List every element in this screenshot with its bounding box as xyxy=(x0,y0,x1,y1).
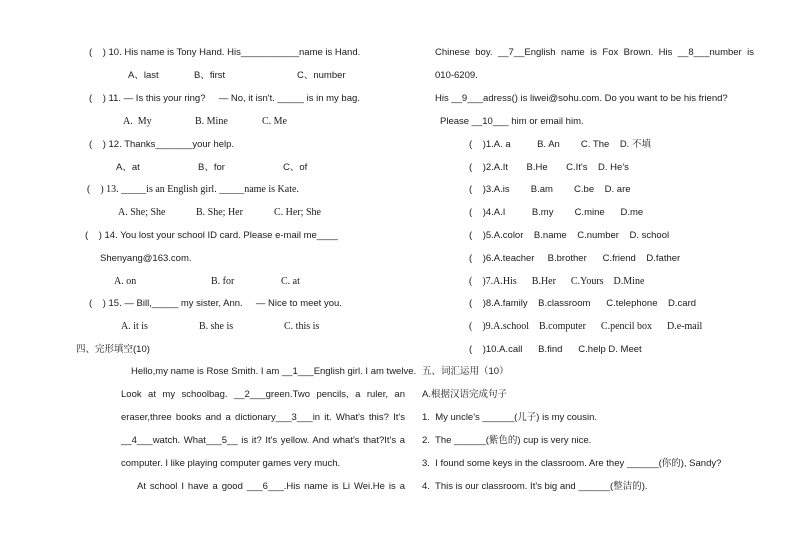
cloze-line-7: Chinese boy. __7__English name is Fox Brown. His __8___number is xyxy=(435,47,754,58)
cloze-option-2: ( )2.A.It B.He C.It's D. He's xyxy=(469,162,629,173)
cloze-line-4: __4___watch. What___5__ is it? It's yellow. And what's that?It's a xyxy=(121,435,405,446)
q14-option-c: C. at xyxy=(281,276,300,287)
subsection-a-heading: A.根据汉语完成句子 xyxy=(422,389,507,400)
q14-option-a: A. on xyxy=(114,276,137,287)
vocab-item-1: 1. My uncle's ______(儿子) is my cousin. xyxy=(422,412,597,423)
q13-option-b: B. She; Her xyxy=(196,207,243,218)
q10-option-c: C、number xyxy=(297,70,346,81)
q12-option-c: C、of xyxy=(283,162,308,173)
cloze-line-10: Please __10___ him or email him. xyxy=(440,116,584,127)
cloze-option-3: ( )3.A.is B.am C.be D. are xyxy=(469,184,631,195)
cloze-line-6: At school I have a good ___6___.His name is Li Wei.He is a xyxy=(137,481,405,492)
section-5-heading: 五、词汇运用（10） xyxy=(422,366,509,377)
q15-option-c: C. this is xyxy=(284,321,320,332)
cloze-line-8: 010-6209. xyxy=(435,70,478,81)
cloze-line-3: eraser,three books and a dictionary___3___in it. What's this? It's xyxy=(121,412,405,423)
cloze-option-5: ( )5.A.color B.name C.number D. school xyxy=(469,230,670,241)
question-10: ( ) 10. His name is Tony Hand. His___________name is Hand. xyxy=(89,47,361,58)
q14-option-b: B. for xyxy=(211,276,235,287)
q10-option-a: A、last xyxy=(128,70,159,81)
q11-option-b: B. Mine xyxy=(195,116,228,127)
q12-option-b: B、for xyxy=(198,162,225,173)
q15-option-b: B. she is xyxy=(199,321,234,332)
cloze-option-8: ( )8.A.family B.classroom C.telephone D.card xyxy=(469,298,697,309)
cloze-line-5: computer. I like playing computer games very much. xyxy=(121,458,341,469)
question-14-continued: Shenyang@163.com. xyxy=(100,253,192,264)
q12-option-a: A、at xyxy=(116,162,140,173)
question-13: ( ) 13. _____is an English girl. _____name is Kate. xyxy=(87,184,299,195)
q13-option-a: A. She; She xyxy=(118,207,166,218)
cloze-option-1: ( )1.A. a B. An C. The D. 不填 xyxy=(469,139,651,150)
cloze-option-4: ( )4.A.I B.my C.mine D.me xyxy=(469,207,644,218)
q11-option-c: C. Me xyxy=(262,116,287,127)
question-11: ( ) 11. — Is this your ring? — No, it isn't. _____ is in my bag. xyxy=(89,93,360,104)
cloze-option-9: ( )9.A.school B.computer C.pencil box D.e-mail xyxy=(469,321,703,332)
q13-option-c: C. Her; She xyxy=(274,207,321,218)
cloze-option-7: ( )7.A.His B.Her C.Yours D.Mine xyxy=(469,276,645,287)
section-4-heading: 四、完形填空(10) xyxy=(76,344,150,355)
q11-option-a: A. My xyxy=(123,116,152,127)
cloze-option-6: ( )6.A.teacher B.brother C.friend D.father xyxy=(469,253,681,264)
vocab-item-2: 2. The ______(紫色的) cup is very nice. xyxy=(422,435,592,446)
q10-option-b: B、first xyxy=(194,70,226,81)
vocab-item-3: 3. I found some keys in the classroom. Are they ______(你的), Sandy? xyxy=(422,458,722,469)
cloze-line-2: Look at my schoolbag. __2___green.Two pencils, a ruler, an xyxy=(121,389,405,400)
vocab-item-4: 4. This is our classroom. It's big and ______(整洁的). xyxy=(422,481,648,492)
question-14: ( ) 14. You lost your school ID card. Please e-mail me____ xyxy=(85,230,338,241)
cloze-line-9: His __9___adress() is liwei@sohu.com. Do you want to be his friend? xyxy=(435,93,728,104)
question-12: ( ) 12. Thanks_______your help. xyxy=(89,139,235,150)
cloze-line-1: Hello,my name is Rose Smith. I am __1___English girl. I am twelve. xyxy=(131,366,417,377)
q15-option-a: A. it is xyxy=(121,321,148,332)
question-15: ( ) 15. — Bill,_____ my sister, Ann. — Nice to meet you. xyxy=(89,298,342,309)
cloze-option-10: ( )10.A.call B.find C.help D. Meet xyxy=(469,344,642,355)
